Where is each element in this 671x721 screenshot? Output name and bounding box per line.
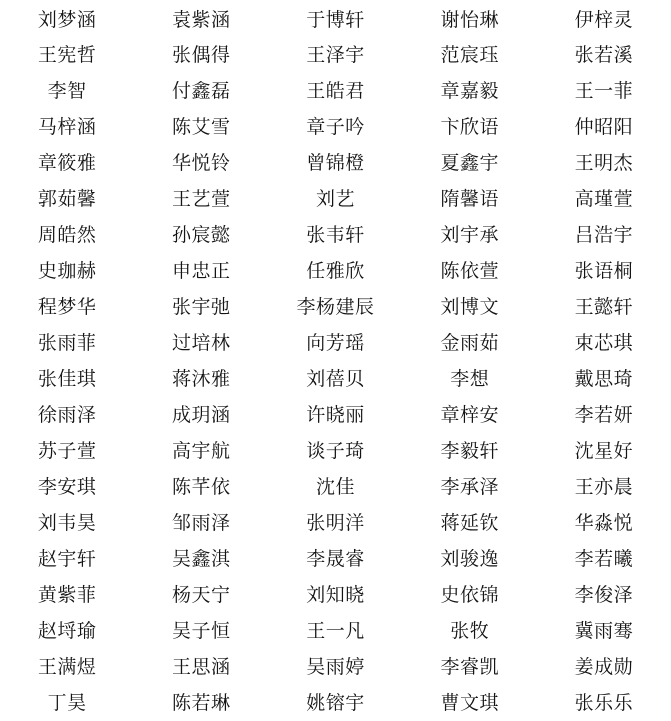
roster-name-cell: 蒋延钦: [440, 511, 499, 534]
roster-name-cell: 许晓丽: [306, 403, 365, 426]
roster-name-cell: 华淼悦: [574, 511, 634, 534]
roster-name-cell: 李智: [47, 80, 87, 103]
roster-name-cell: 李毅轩: [440, 439, 499, 462]
roster-name-cell: 蒋沐雅: [172, 368, 231, 391]
roster-name-cell: 于博轩: [306, 8, 365, 31]
roster-name-cell: 章梓安: [440, 403, 499, 426]
roster-name-cell: 赵宇轩: [37, 547, 97, 570]
roster-name-cell: 李俊泽: [574, 583, 634, 606]
roster-name-cell: 范宸珏: [440, 44, 499, 67]
roster-name-cell: 章嘉毅: [440, 80, 499, 103]
roster-name-cell: 张偶得: [172, 44, 231, 67]
roster-name-cell: 张乐乐: [574, 691, 634, 714]
roster-name-cell: 刘宇承: [440, 224, 499, 247]
roster-name-cell: 申忠正: [172, 260, 231, 283]
roster-name-cell: 孙宸懿: [172, 224, 231, 247]
roster-name-cell: 陈芊依: [172, 475, 231, 498]
roster-name-cell: 张雨菲: [37, 332, 97, 355]
roster-name-cell: 徐雨泽: [37, 403, 97, 426]
roster-name-cell: 向芳瑶: [306, 332, 365, 355]
roster-name-cell: 姚镕宇: [306, 691, 365, 714]
roster-name-cell: 史珈赫: [37, 260, 97, 283]
roster-name-cell: 王一菲: [574, 80, 634, 103]
roster-name-cell: 高宇航: [172, 439, 231, 462]
roster-name-cell: 史依锦: [440, 583, 499, 606]
roster-name-cell: 刘梦涵: [37, 8, 97, 31]
roster-name-cell: 金雨茹: [440, 332, 499, 355]
roster-name-cell: 冀雨骞: [574, 619, 634, 642]
roster-name-cell: 周皓然: [37, 224, 97, 247]
roster-name-cell: 张佳琪: [37, 368, 97, 391]
roster-name-cell: 华悦铃: [172, 152, 231, 175]
roster-name-cell: 王皓君: [306, 80, 365, 103]
roster-name-cell: 仲昭阳: [574, 116, 634, 139]
roster-name-cell: 袁紫涵: [172, 8, 231, 31]
roster-name-cell: 黄紫菲: [37, 583, 97, 606]
roster-name-cell: 李若曦: [574, 547, 634, 570]
roster-name-cell: 王亦晨: [574, 475, 634, 498]
roster-name-cell: 曾锦橙: [306, 152, 365, 175]
roster-name-cell: 付鑫磊: [172, 80, 231, 103]
roster-name-cell: 王懿轩: [574, 296, 634, 319]
roster-name-cell: 曹文琪: [440, 691, 499, 714]
roster-name-cell: 吕浩宇: [574, 224, 634, 247]
roster-name-cell: 丁昊: [47, 691, 87, 714]
roster-name-cell: 张明洋: [306, 511, 365, 534]
roster-name-cell: 卞欣语: [440, 116, 499, 139]
roster-name-cell: 过培林: [172, 332, 231, 355]
roster-name-cell: 伊梓灵: [574, 8, 634, 31]
roster-name-cell: 谈子琦: [306, 439, 365, 462]
roster-name-cell: 张若溪: [574, 44, 634, 67]
roster-name-cell: 赵埒瑜: [37, 619, 97, 642]
roster-name-cell: 郭茹馨: [37, 188, 97, 211]
roster-name-cell: 王满煜: [37, 655, 97, 678]
roster-name-cell: 刘博文: [440, 296, 499, 319]
roster-name-cell: 戴思琦: [574, 368, 634, 391]
roster-name-cell: 李睿凯: [440, 655, 499, 678]
roster-name-cell: 刘骏逸: [440, 547, 499, 570]
roster-name-cell: 王一凡: [306, 619, 365, 642]
roster-name-cell: 夏鑫宇: [440, 152, 499, 175]
roster-name-cell: 姜成勋: [574, 655, 634, 678]
roster-name-cell: 陈依萱: [440, 260, 499, 283]
roster-name-cell: 马梓涵: [37, 116, 97, 139]
roster-name-cell: 王艺萱: [172, 188, 231, 211]
roster-name-cell: 沈星好: [574, 439, 634, 462]
roster-name-cell: 陈艾雪: [172, 116, 231, 139]
roster-name-cell: 苏子萱: [37, 439, 97, 462]
roster-name-cell: 李晟睿: [306, 547, 365, 570]
roster-name-cell: 吴子恒: [172, 619, 231, 642]
roster-name-cell: 章筱雅: [37, 152, 97, 175]
roster-name-cell: 章子吟: [306, 116, 365, 139]
roster-name-cell: 张韦轩: [306, 224, 365, 247]
roster-name-cell: 刘蓓贝: [306, 368, 365, 391]
roster-name-cell: 杨天宁: [172, 583, 231, 606]
roster-name-cell: 刘知晓: [306, 583, 365, 606]
roster-name-cell: 李承泽: [440, 475, 499, 498]
roster-name-cell: 隋馨语: [440, 188, 499, 211]
roster-name-cell: 程梦华: [37, 296, 97, 319]
roster-name-cell: 李安琪: [37, 475, 97, 498]
roster-name-cell: 吴鑫淇: [172, 547, 231, 570]
roster-name-cell: 邹雨泽: [172, 511, 231, 534]
roster-name-cell: 成玥涵: [172, 403, 231, 426]
roster-name-cell: 陈若琳: [172, 691, 231, 714]
roster-name-cell: 张牧: [450, 619, 490, 642]
roster-name-cell: 沈佳: [315, 475, 355, 498]
roster-name-cell: 李杨建辰: [296, 296, 375, 319]
roster-name-cell: 谢怡琳: [440, 8, 499, 31]
roster-name-cell: 李若妍: [574, 403, 634, 426]
roster-name-cell: 吴雨婷: [306, 655, 365, 678]
roster-name-cell: 王泽宇: [306, 44, 365, 67]
roster-name-cell: 任雅欣: [306, 260, 365, 283]
roster-name-cell: 刘韦昊: [37, 511, 97, 534]
roster-name-cell: 李想: [450, 368, 490, 391]
roster-name-cell: 王宪哲: [37, 44, 97, 67]
roster-name-cell: 张语桐: [574, 260, 634, 283]
roster-name-cell: 王明杰: [574, 152, 634, 175]
roster-name-cell: 张宇弛: [172, 296, 231, 319]
roster-name-cell: 高瑾萱: [574, 188, 634, 211]
roster-name-cell: 束芯琪: [574, 332, 634, 355]
roster-name-cell: 王思涵: [172, 655, 231, 678]
roster-name-cell: 刘艺: [315, 188, 355, 211]
